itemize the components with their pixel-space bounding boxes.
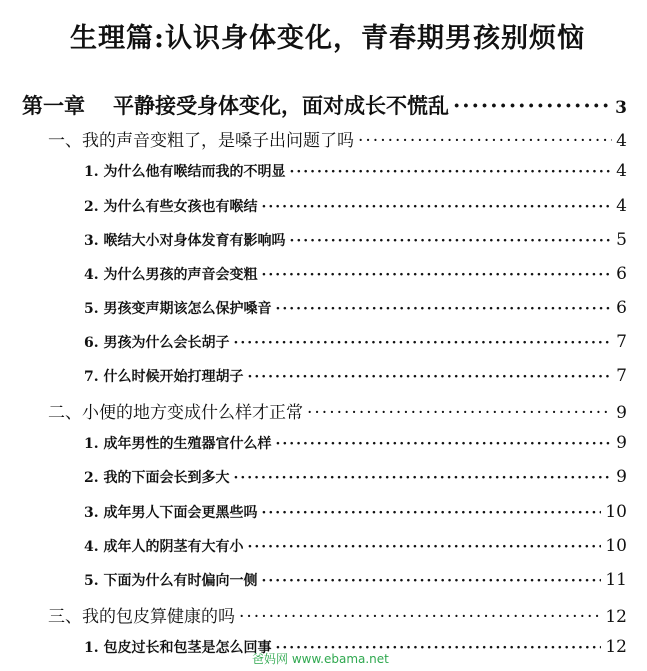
- page-number: 7: [616, 366, 627, 386]
- item-title: 1. 成年男性的生殖器官什么样: [84, 436, 272, 452]
- dot-leader: [234, 335, 613, 351]
- item-title: 4. 成年人的阴茎有大有小: [84, 539, 244, 555]
- part-title: 生理篇:认识身体变化，青春期男孩别烦恼: [70, 23, 585, 54]
- chapter-number: 第一章: [22, 93, 85, 118]
- toc-section-row[interactable]: [48, 602, 627, 627]
- page-number: 3: [615, 98, 627, 118]
- page-number: 12: [605, 637, 627, 657]
- chapter-title: 平静接受身体变化，面对成长不慌乱: [113, 93, 449, 118]
- toc-chapter-row[interactable]: [22, 90, 627, 120]
- dot-leader: [290, 233, 613, 249]
- toc-item-row[interactable]: [84, 298, 627, 318]
- page-number: 12: [605, 607, 627, 627]
- toc-item-row[interactable]: [84, 502, 627, 522]
- watermark: 爸妈网 www.ebama.net: [252, 652, 389, 666]
- toc-item-row[interactable]: [84, 366, 627, 386]
- toc-item-row[interactable]: [84, 230, 627, 250]
- toc-item-row[interactable]: [84, 570, 627, 590]
- item-title: 2. 我的下面会长到多大: [84, 470, 230, 486]
- dot-leader: [234, 470, 613, 486]
- page-number: 6: [616, 264, 627, 284]
- page-number: 6: [616, 298, 627, 318]
- toc-item-row[interactable]: [84, 264, 627, 284]
- item-title: 4. 为什么男孩的声音会变粗: [84, 267, 258, 283]
- toc-item-row[interactable]: [84, 536, 627, 556]
- item-title: 5. 男孩变声期该怎么保护嗓音: [84, 301, 272, 317]
- page-number: 10: [605, 502, 627, 522]
- dot-leader: [358, 131, 612, 151]
- item-title: 1. 为什么他有喉结而我的不明显: [84, 164, 286, 180]
- item-title: 2. 为什么有些女孩也有喉结: [84, 199, 258, 215]
- chapter-label: [22, 90, 449, 120]
- toc-item-row[interactable]: [84, 161, 627, 181]
- dot-leader: [239, 607, 601, 627]
- dot-leader: [290, 164, 613, 180]
- item-title: 7. 什么时候开始打理胡子: [84, 369, 244, 385]
- page-number: 4: [616, 161, 627, 181]
- dot-leader: [307, 403, 612, 423]
- page-number: 10: [605, 536, 627, 556]
- page-number: 4: [616, 196, 627, 216]
- item-title: 3. 成年男人下面会更黑些吗: [84, 505, 258, 521]
- dot-leader: [262, 267, 613, 283]
- page-number: 4: [616, 131, 627, 151]
- item-title: 1. 包皮过长和包茎是怎么回事: [84, 640, 272, 656]
- dot-leader: [262, 573, 602, 589]
- page-number: 5: [616, 230, 627, 250]
- section-title: 二、小便的地方变成什么样才正常: [48, 403, 303, 423]
- page-number: 9: [616, 467, 627, 487]
- dot-leader: [248, 369, 613, 385]
- toc-item-row[interactable]: [84, 196, 627, 216]
- section-title: 三、我的包皮算健康的吗: [48, 607, 235, 627]
- page-number: 9: [616, 403, 627, 423]
- item-title: 5. 下面为什么有时偏向一侧: [84, 573, 258, 589]
- toc-section-row[interactable]: [48, 126, 627, 151]
- item-title: 6. 男孩为什么会长胡子: [84, 335, 230, 351]
- dot-leader: [276, 301, 613, 317]
- toc-item-row[interactable]: [84, 467, 627, 487]
- dot-leader: [276, 436, 613, 452]
- page-number: 9: [616, 433, 627, 453]
- dot-leader: [453, 93, 611, 118]
- section-title: 一、我的声音变粗了，是嗓子出问题了吗: [48, 131, 354, 151]
- dot-leader: [262, 199, 613, 215]
- toc-item-row[interactable]: [84, 433, 627, 453]
- dot-leader: [248, 539, 602, 555]
- item-title: 3. 喉结大小对身体发育有影响吗: [84, 233, 286, 249]
- page-number: 7: [616, 332, 627, 352]
- page-number: 11: [605, 570, 627, 590]
- dot-leader: [262, 505, 602, 521]
- toc-item-row[interactable]: [84, 332, 627, 352]
- toc-section-row[interactable]: [48, 398, 627, 423]
